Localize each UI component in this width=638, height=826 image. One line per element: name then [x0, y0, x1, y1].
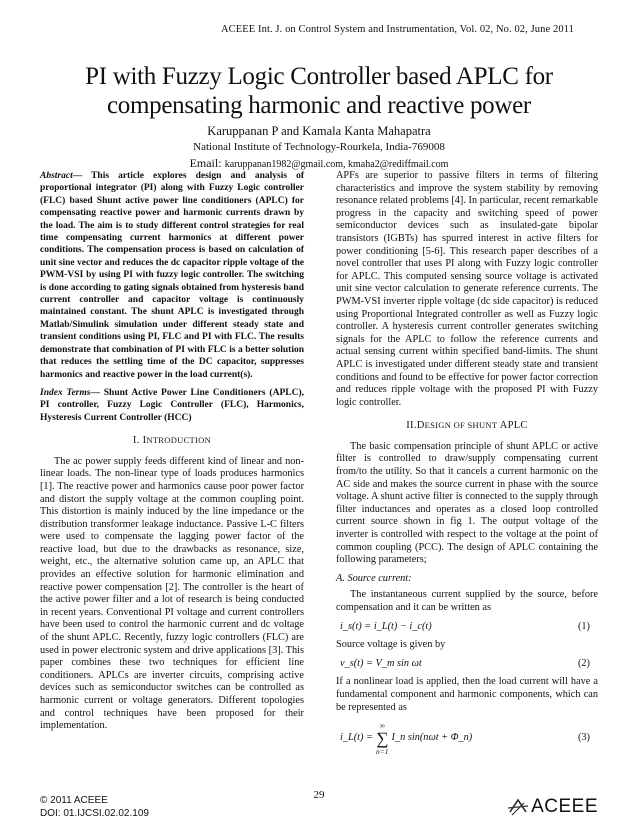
summation-lower-limit: n=1 [375, 746, 389, 756]
page-number: 29 [313, 789, 325, 801]
index-terms [40, 387, 304, 424]
design-paragraph: The basic compensation principle of shunt APLC or active filter is controlled to draw/supply compensating current from/to the utility. So that it cancels a current harmonic on the AC side and makes the source current in phase with the source voltage. A shunt active filter is connected to the supply through filter inductances and operates as a closed loop controlled current source shown in fig 1. The output voltage of the inverter is controlled with respect to the voltage at the point of common coupling (PCC). The design of APLC containing the following parameters; [336, 440, 598, 566]
left-column [40, 170, 304, 739]
index-terms-label: Index Terms— [40, 387, 100, 398]
section-2-title: ESIGN OF SHUNT [424, 420, 498, 431]
equation-3 [336, 720, 598, 756]
section-2-number: II.D [406, 420, 425, 432]
summation-upper-limit: ∞ [379, 720, 385, 730]
index-terms-text: Shunt Active Power Line Conditioners (APLC), PI controller, Fuzzy Logic Controller (FLC), Harmonics, Hysteresis Current Controller (HCC) [40, 387, 304, 423]
affiliation: National Institute of Technology-Rourkela, India-769008 [193, 141, 445, 153]
section-2-title-tail: APLC [497, 420, 528, 432]
logo-text: ACEEE [531, 796, 598, 817]
section-heading-introduction [40, 434, 304, 448]
abstract [40, 170, 304, 381]
right-column [336, 170, 598, 762]
equation-3-lhs: i_L(t) = [340, 731, 373, 743]
paper-title [40, 62, 598, 120]
equation-3-body [340, 721, 472, 756]
section-1-title: NTRODUCTION [146, 435, 212, 446]
title-line-2: compensating harmonic and reactive power [107, 92, 531, 119]
section-1-number: I. I [132, 435, 147, 447]
summation-symbol [376, 721, 389, 756]
intro-paragraph: The ac power supply feeds different kind of linear and non-linear loads. The non-linear type of loads produces harmonics [1]. The reactive power and harmonics cause poor power factor and distort the supply voltage at the common coupling point. This distortion is mainly induced by the line impedance or the distribution transformer leakage inductance. Passive L-C filters were used to compensate the lagging power factor of the reactive load, but due to the drawbacks as resonance, size, weight, etc., the alternative solution came up, an APLC that provides an effective solution for harmonic elimination and reactive power compensation [2]. The controller is the heart of the active power filter and a lot of research is being conducted in recent years. Conventional PI voltage and current controllers have been used to control the harmonic current and dc voltage of the shunt APLC. Recently, fuzzy logic controllers (FLC) are used in power electronic system and drive applications [3]. This paper combines these two techniques for efficient line conditioners. APLCs are inverter circuits, comprising active devices such as semiconductor switches can be controlled as harmonic current or voltage generators. Different topologies and control techniques have been proposed for their implementation. [40, 455, 304, 732]
equation-2 [336, 658, 598, 671]
abstract-label: Abstract— [40, 171, 83, 181]
doi[interactable]: DOI: 01.IJCSI.02.02.109 [40, 808, 149, 819]
aceee-logo [508, 796, 598, 818]
abstract-text: This article explores design and analysis of proportional integrator (PI) along with Fuzzy Logic controller (FLC) based Shunt active power line conditioners (APLC) for compensating reactive power and harmonic currents drawn by the load. The aim is to study different control strategies for real time compensating current harmonics at different power conditions. The compensation process is based on calculation of unit sine vector and reduces the dc capacitor ripple voltage of the PWM-VSI by using PI with fuzzy logic controller. The switching is done according to gating signals obtained from hysteresis band current controller and capacitor voltage is continuously maintained constant. The shunt APLC is investigated through Matlab/Simulink simulation under different steady state and transient conditions using PI, FLC and PI with FLC. The results demonstrate that combination of PI with FLC is a better solution that reduces the settling time of the DC capacitor, suppresses harmonics and reactive power in the load current(s). [40, 171, 304, 380]
equation-2-number: (2) [577, 657, 590, 669]
equation-3-rhs: I_n sin(nωt + Φ_n) [391, 731, 473, 743]
email-label: Email: [189, 156, 222, 170]
equation-1-body: i_s(t) = i_L(t) − i_c(t) [340, 620, 432, 632]
sigma-icon: ∑ [376, 728, 389, 748]
subsection-heading-source-current: A. Source current: [336, 572, 412, 584]
equation-1-number: (1) [577, 620, 590, 632]
equation-3-number: (3) [577, 731, 590, 743]
nonlinear-load-text: If a nonlinear load is applied, then the load current will have a fundamental component and harmonic components, which can be represented as [336, 676, 598, 713]
title-line-1: PI with Fuzzy Logic Controller based APLC for [85, 63, 553, 90]
source-voltage-text: Source voltage is given by [336, 639, 446, 651]
author-names: Karuppanan P and Kamala Kanta Mahapatra [207, 124, 431, 138]
running-head: ACEEE Int. J. on Control System and Instrumentation, Vol. 02, No. 02, June 2011 [220, 24, 574, 35]
section-heading-design [336, 419, 598, 433]
copyright: © 2011 ACEEE [40, 795, 108, 806]
equation-1 [336, 621, 598, 634]
email-address[interactable]: karuppanan1982@gmail.com, kmaha2@rediffmail.com [224, 159, 449, 170]
equation-2-body: v_s(t) = V_m sin ωt [340, 657, 422, 669]
right-paragraph-1: APFs are superior to passive filters in terms of filtering characteristics and improve the system stability by removing resonance related problems [4]. In particular, recent remarkable progress in the capacity and switching speed of power semiconductor devices such as insulated-gate bipolar transistors (IGBTs) has spurred interest in active filters for power conditioning [5-6]. This research paper describes of a novel controller that uses PI along with Fuzzy logic controller for APLC. This computed sensing source voltage is activated unit sine vector calculation to generate reference currents. The PWM-VSI inverter ripple voltage (dc side capacitor) is reduced using Proportional Integrated controller as well as Fuzzy logic controller. A hysteresis current controller generates switching signals for the APLC to follow the reference currents and actual sensing current within specified band-limits. The shunt APLC is investigated under different steady state and transient conditions and found to be effective for power factor correction and reduces ripple voltage with the proposed PI with Fuzzy logic controller. [336, 170, 598, 408]
logo-mark-icon [508, 798, 528, 816]
author-block [0, 123, 638, 173]
source-current-paragraph: The instantaneous current supplied by the source, before compensation and it can be written as [336, 589, 598, 613]
